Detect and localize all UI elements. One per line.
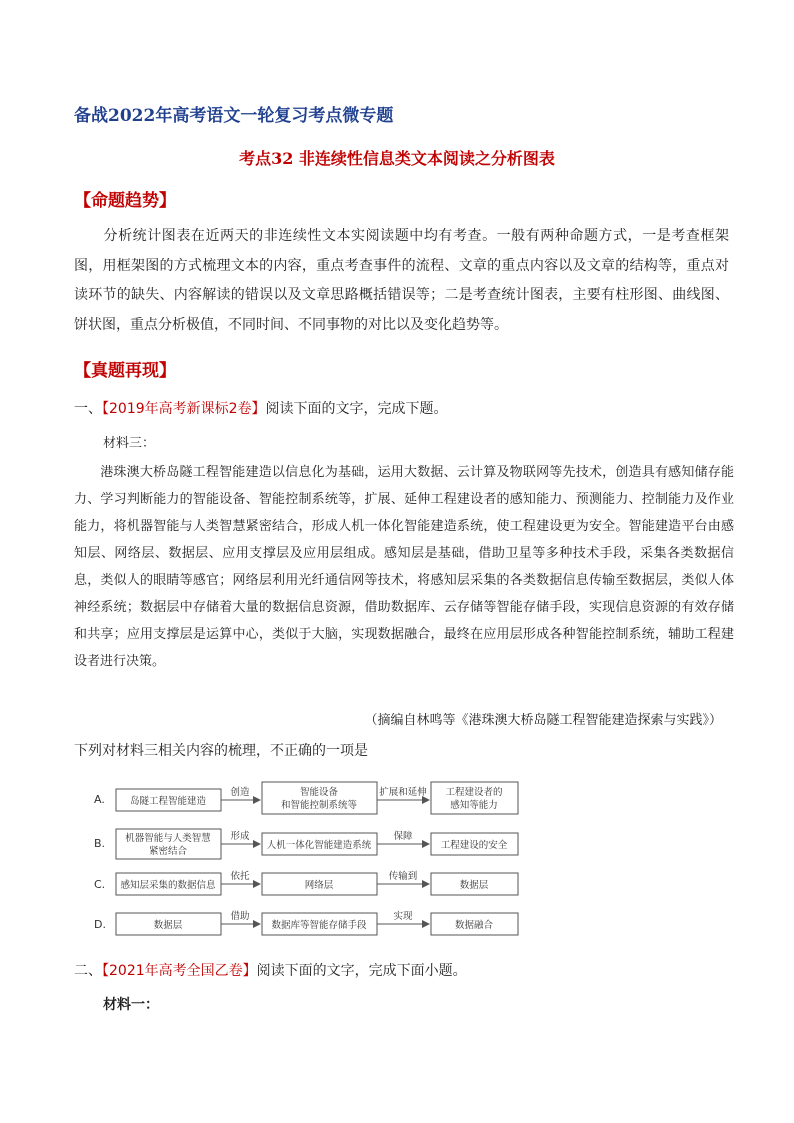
option-b-flow[interactable] <box>94 829 518 859</box>
option-c-arrow-2-label: 传输到 <box>388 871 418 882</box>
question-1-instruction: 阅读下面的文字，完成下题。 <box>265 401 448 417</box>
option-d-box-1-text: 数据层 <box>153 920 183 931</box>
option-a-letter: A. <box>94 793 105 806</box>
option-a-box-1-text: 岛隧工程智能建造 <box>129 796 207 807</box>
trend-heading: 【命题趋势】 <box>74 191 176 211</box>
question-1-header <box>74 398 448 418</box>
option-b-box-2-text: 人机一体化智能建造系统 <box>266 840 372 851</box>
option-b-box-3-text: 工程建设的安全 <box>440 840 508 851</box>
option-c-letter: C. <box>94 878 106 891</box>
option-d-flow[interactable] <box>94 910 518 935</box>
question-2-instruction: 阅读下面的文字，完成下面小题。 <box>256 963 467 979</box>
option-d-box-2-text: 数据库等智能存储手段 <box>271 920 367 931</box>
option-flowcharts <box>86 776 526 946</box>
option-d-letter: D. <box>94 918 106 931</box>
question-1-source: 【2019年高考新课标2卷】 <box>102 401 266 417</box>
option-a-box-3-line-1: 工程建设者的 <box>445 787 503 798</box>
option-b-arrow-2-label: 保障 <box>393 831 413 842</box>
option-a-arrow-2-label: 扩展和延伸 <box>379 787 427 798</box>
question-2-number: 二、 <box>74 963 102 979</box>
material-3-body: 港珠澳大桥岛隧工程智能建造以信息化为基础，运用大数据、云计算及物联网等先技术，创造具有感知储存能力、学习判断能力的智能设备、智能控制系统等，扩展、延伸工程建设者的感知能力、预测能力、控制能力及作业能力，将机器智能与人类智慧紧密结合，形成人机一体化智能建造系统，使工程建设更为安全。智能建造平台由感知层、网络层、数据层、应用支撑层及应用层组成。感知层是基础，借助卫星等多种技术手段，采集各类数据信息，类似人的眼睛等感官；网络层利用光纤通信网等技术，将感知层采集的各类数据信息传输至数据层，类似人体神经系统；数据层中存储着大量的数据信息资源，借助数据库、云存储等智能存储手段，实现信息资源的有效存储和共享；应用支撑层是运算中心，类似于大脑，实现数据融合，最终在应用层形成各种智能控制系统，辅助工程建设者进行决策。 <box>74 465 734 669</box>
option-d-arrow-2-label: 实现 <box>393 911 413 922</box>
option-b-box-1-line-2: 紧密结合 <box>148 846 188 857</box>
material-3-text <box>74 459 734 675</box>
option-c-flow[interactable] <box>94 870 518 895</box>
trend-paragraph <box>74 222 729 340</box>
trend-text: 分析统计图表在近两天的非连续性文本实阅读题中均有考查。一般有两种命题方式，一是考查框架图，用框架图的方式梳理文本的内容，重点考查事件的流程、文章的重点内容以及文章的结构等，重点对读环节的缺失、内容解读的错误以及文章思路概括错误等；二是考查统计图表，主要有柱形图、曲线图、饼状图，重点分析极值，不同时间、不同事物的对比以及变化趋势等。 <box>74 228 729 333</box>
question-2-header <box>74 960 467 980</box>
real-questions-heading: 【真题再现】 <box>74 361 176 381</box>
option-d-box-3-text: 数据融合 <box>454 920 494 931</box>
question-1-number: 一、 <box>74 401 102 417</box>
option-b-letter: B. <box>94 837 106 850</box>
option-a-box-2-line-1: 智能设备 <box>299 787 339 798</box>
option-a-flow[interactable] <box>94 782 518 814</box>
topic-subtitle: 考点32 非连续性信息类文本阅读之分析图表 <box>239 149 555 168</box>
option-c-box-2-text: 网络层 <box>304 880 334 891</box>
question-1-prompt: 下列对材料三相关内容的梳理，不正确的一项是 <box>74 743 368 759</box>
option-c-box-1-text: 感知层采集的数据信息 <box>120 880 216 891</box>
option-a-box-3-line-2: 感知等能力 <box>450 800 498 811</box>
material-3-label: 材料三： <box>103 436 156 451</box>
option-c-box-3-text: 数据层 <box>459 880 489 891</box>
option-c-arrow-1-label: 依托 <box>230 871 250 882</box>
document-title: 备战2022年高考语文一轮复习考点微专题 <box>74 106 394 126</box>
material-3-citation: （摘编自林鸣等《港珠澳大桥岛隧工程智能建造探索与实践》） <box>364 713 722 728</box>
question-2-source: 【2021年高考全国乙卷】 <box>102 963 257 979</box>
option-a-box-2-line-2: 和智能控制系统等 <box>280 800 358 811</box>
material-1-label: 材料一： <box>103 997 159 1013</box>
option-b-box-1-line-1: 机器智能与人类智慧 <box>125 833 211 844</box>
option-d-arrow-1-label: 借助 <box>230 911 250 922</box>
option-b-arrow-1-label: 形成 <box>230 831 250 842</box>
option-a-arrow-1-label: 创造 <box>230 787 250 798</box>
